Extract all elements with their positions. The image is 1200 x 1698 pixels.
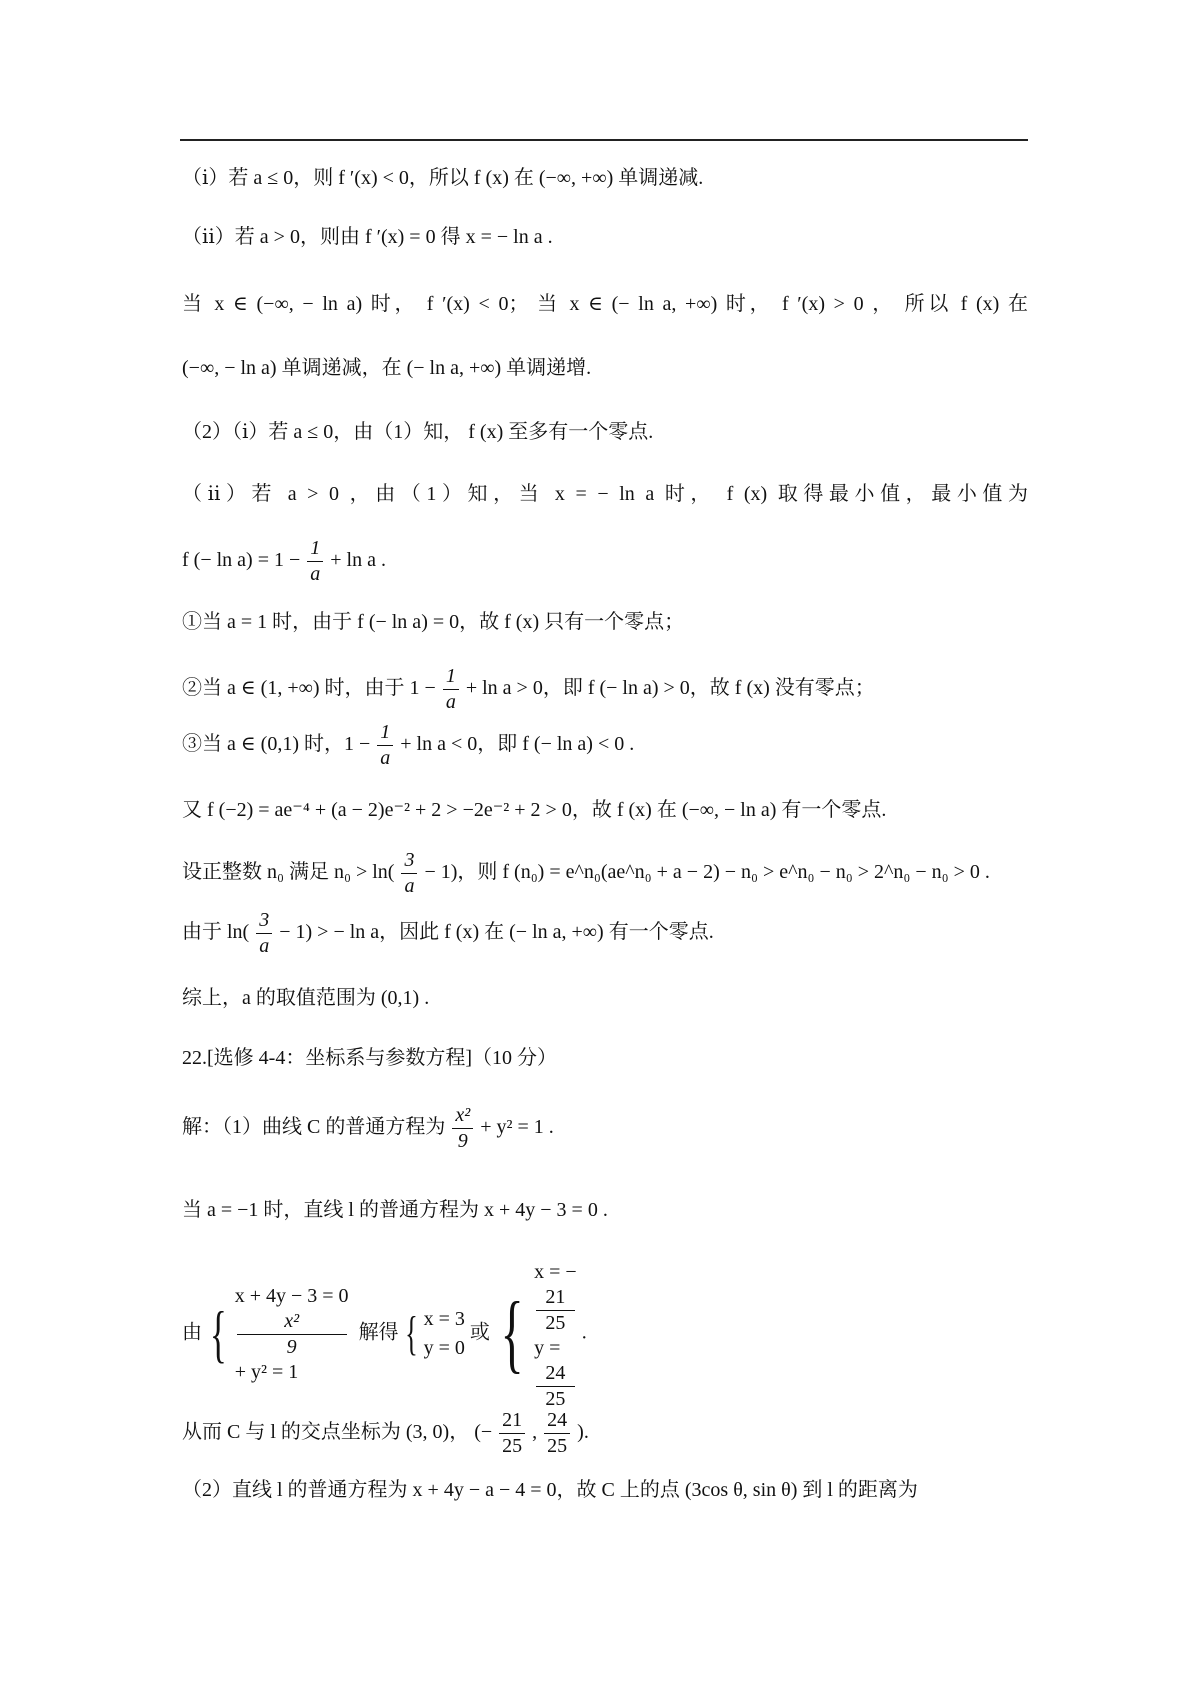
formula-text: f (− ln a) = 1 − (182, 549, 301, 572)
numerator: 3 (401, 850, 417, 874)
formula-text: ). (577, 1421, 589, 1444)
numerator: 24 (544, 1410, 570, 1434)
text-line: 综上，a 的取值范围为 (0,1) . (182, 987, 430, 1009)
fraction (536, 1363, 575, 1410)
formula-text: + ln a > 0，即 f (− ln a) > 0，故 f (x) 没有零点； (465, 677, 875, 700)
text-line: （ⅱ）若 a > 0，则由 f ′(x) = 0 得 x = − ln a . (182, 226, 553, 248)
text-line: （2）（ⅰ）若 a ≤ 0，由（1）知， f (x) 至多有一个零点. (182, 421, 654, 443)
formula-text: + ln a < 0，即 f (− ln a) < 0 . (400, 733, 635, 756)
fraction (237, 1311, 347, 1358)
denominator: 25 (545, 1388, 566, 1410)
equation: y = 0 (423, 1337, 465, 1359)
fraction (256, 910, 272, 957)
system-line (182, 1258, 587, 1410)
formula-text: 或 (469, 1321, 490, 1344)
equation-stack (424, 1305, 465, 1363)
formula-text: 设正整数 n₀ 满足 n₀ > ln( (182, 861, 395, 884)
denominator: 9 (286, 1335, 297, 1358)
denominator: 25 (547, 1435, 568, 1457)
text-line: 又 f (−2) = ae⁻⁴ + (a − 2)e⁻² + 2 > −2e⁻² + 2 > 0，故 f (x) 在 (−∞, − ln a) 有一个零点. (182, 799, 887, 821)
equation-system (207, 1282, 349, 1387)
formula-text: ③当 a ∈ (0,1) 时，1 − (182, 733, 371, 756)
formula-text: 由于 ln( (182, 921, 250, 944)
denominator: a (310, 563, 321, 585)
numerator: 1 (443, 666, 459, 690)
formula-line (182, 850, 990, 897)
text-line: 当 a = −1 时，直线 l 的普通方程为 x + 4y − 3 = 0 . (182, 1199, 608, 1221)
text-line: （ⅱ）若 a > 0 ，由（1）知，当 x = − ln a 时， f (x) 取得最小值，最小值为 (182, 483, 1028, 505)
numerator: 1 (377, 722, 393, 746)
equation: x = 3 (423, 1308, 465, 1330)
equation-stack (534, 1258, 577, 1410)
equation (235, 1311, 349, 1387)
left-brace: { (404, 1307, 418, 1360)
numerator: x² (452, 1105, 473, 1129)
fraction (536, 1287, 575, 1334)
formula-text: + y² = 1 (234, 1360, 299, 1383)
equation (534, 1334, 577, 1410)
formula-line (182, 666, 875, 713)
section-heading: 22.[选修 4-4：坐标系与参数方程]（10 分） (182, 1047, 557, 1069)
text-line: （2）直线 l 的普通方程为 x + 4y − a − 4 = 0，故 C 上的点 (3cos θ, sin θ) 到 l 的距离为 (182, 1479, 918, 1501)
header-rule (180, 139, 1028, 141)
solution-system (404, 1305, 465, 1363)
formula-text: 从而 C 与 l 的交点坐标为 (3, 0)， (− (182, 1421, 493, 1444)
left-brace: { (209, 1298, 227, 1369)
numerator: 24 (536, 1363, 575, 1387)
numerator: 21 (499, 1410, 525, 1434)
solution-system (495, 1258, 577, 1410)
denominator: 25 (545, 1312, 566, 1334)
formula-line (182, 722, 634, 769)
formula-text: − 1) > − ln a，因此 f (x) 在 (− ln a, +∞) 有一个零点. (279, 921, 714, 944)
formula-text: − 1)，则 f (n₀) = e^n₀(ae^n₀ + a − 2) − n₀ > e^n₀ − n₀ > 2^n₀ − n₀ > 0 . (424, 861, 990, 884)
numerator: 3 (256, 910, 272, 934)
formula-line (182, 1105, 554, 1152)
text-line: （ⅰ）若 a ≤ 0，则 f ′(x) < 0，所以 f (x) 在 (−∞, +∞) 单调递减. (182, 167, 704, 189)
formula-text: y = (534, 1337, 561, 1359)
numerator: 21 (536, 1287, 575, 1311)
denominator: a (259, 935, 270, 957)
fraction (499, 1410, 525, 1457)
denominator: a (404, 875, 415, 897)
formula-line (182, 1410, 589, 1457)
formula-text: 解：（1）曲线 C 的普通方程为 (182, 1116, 446, 1139)
fraction (443, 666, 459, 713)
fraction (452, 1105, 473, 1152)
numerator: 1 (307, 538, 323, 562)
fraction (401, 850, 417, 897)
fraction (307, 538, 323, 585)
numerator: x² (237, 1311, 347, 1335)
denominator: a (380, 747, 391, 769)
fraction (377, 722, 393, 769)
formula-text: + ln a . (330, 549, 386, 572)
equation (534, 1258, 577, 1334)
denominator: 25 (502, 1435, 523, 1457)
formula-text: , (532, 1421, 538, 1444)
formula-text: + y² = 1 . (480, 1116, 554, 1139)
formula-text: x = − (534, 1261, 577, 1283)
text-line: (−∞, − ln a) 单调递减，在 (− ln a, +∞) 单调递增. (182, 357, 592, 379)
denominator: 9 (457, 1130, 468, 1152)
denominator: a (445, 691, 456, 713)
equation: x + 4y − 3 = 0 (234, 1284, 349, 1307)
equation-stack (235, 1282, 349, 1387)
fraction (544, 1410, 570, 1457)
formula-text: 解得 (358, 1321, 399, 1344)
text-line: 当 x ∈ (−∞, − ln a) 时， f ′(x) < 0； 当 x ∈ (− ln a, +∞) 时， f ′(x) > 0 ， 所以 f (x) 在 (182, 293, 1028, 315)
text-line: ①当 a = 1 时，由于 f (− ln a) = 0，故 f (x) 只有一个零点； (182, 611, 685, 633)
formula-text: . (581, 1321, 587, 1344)
formula-text: 由 (182, 1321, 202, 1344)
formula-text: ②当 a ∈ (1, +∞) 时，由于 1 − (182, 677, 436, 700)
formula-line (182, 910, 714, 957)
left-brace: { (500, 1285, 524, 1382)
formula-line (182, 538, 386, 585)
